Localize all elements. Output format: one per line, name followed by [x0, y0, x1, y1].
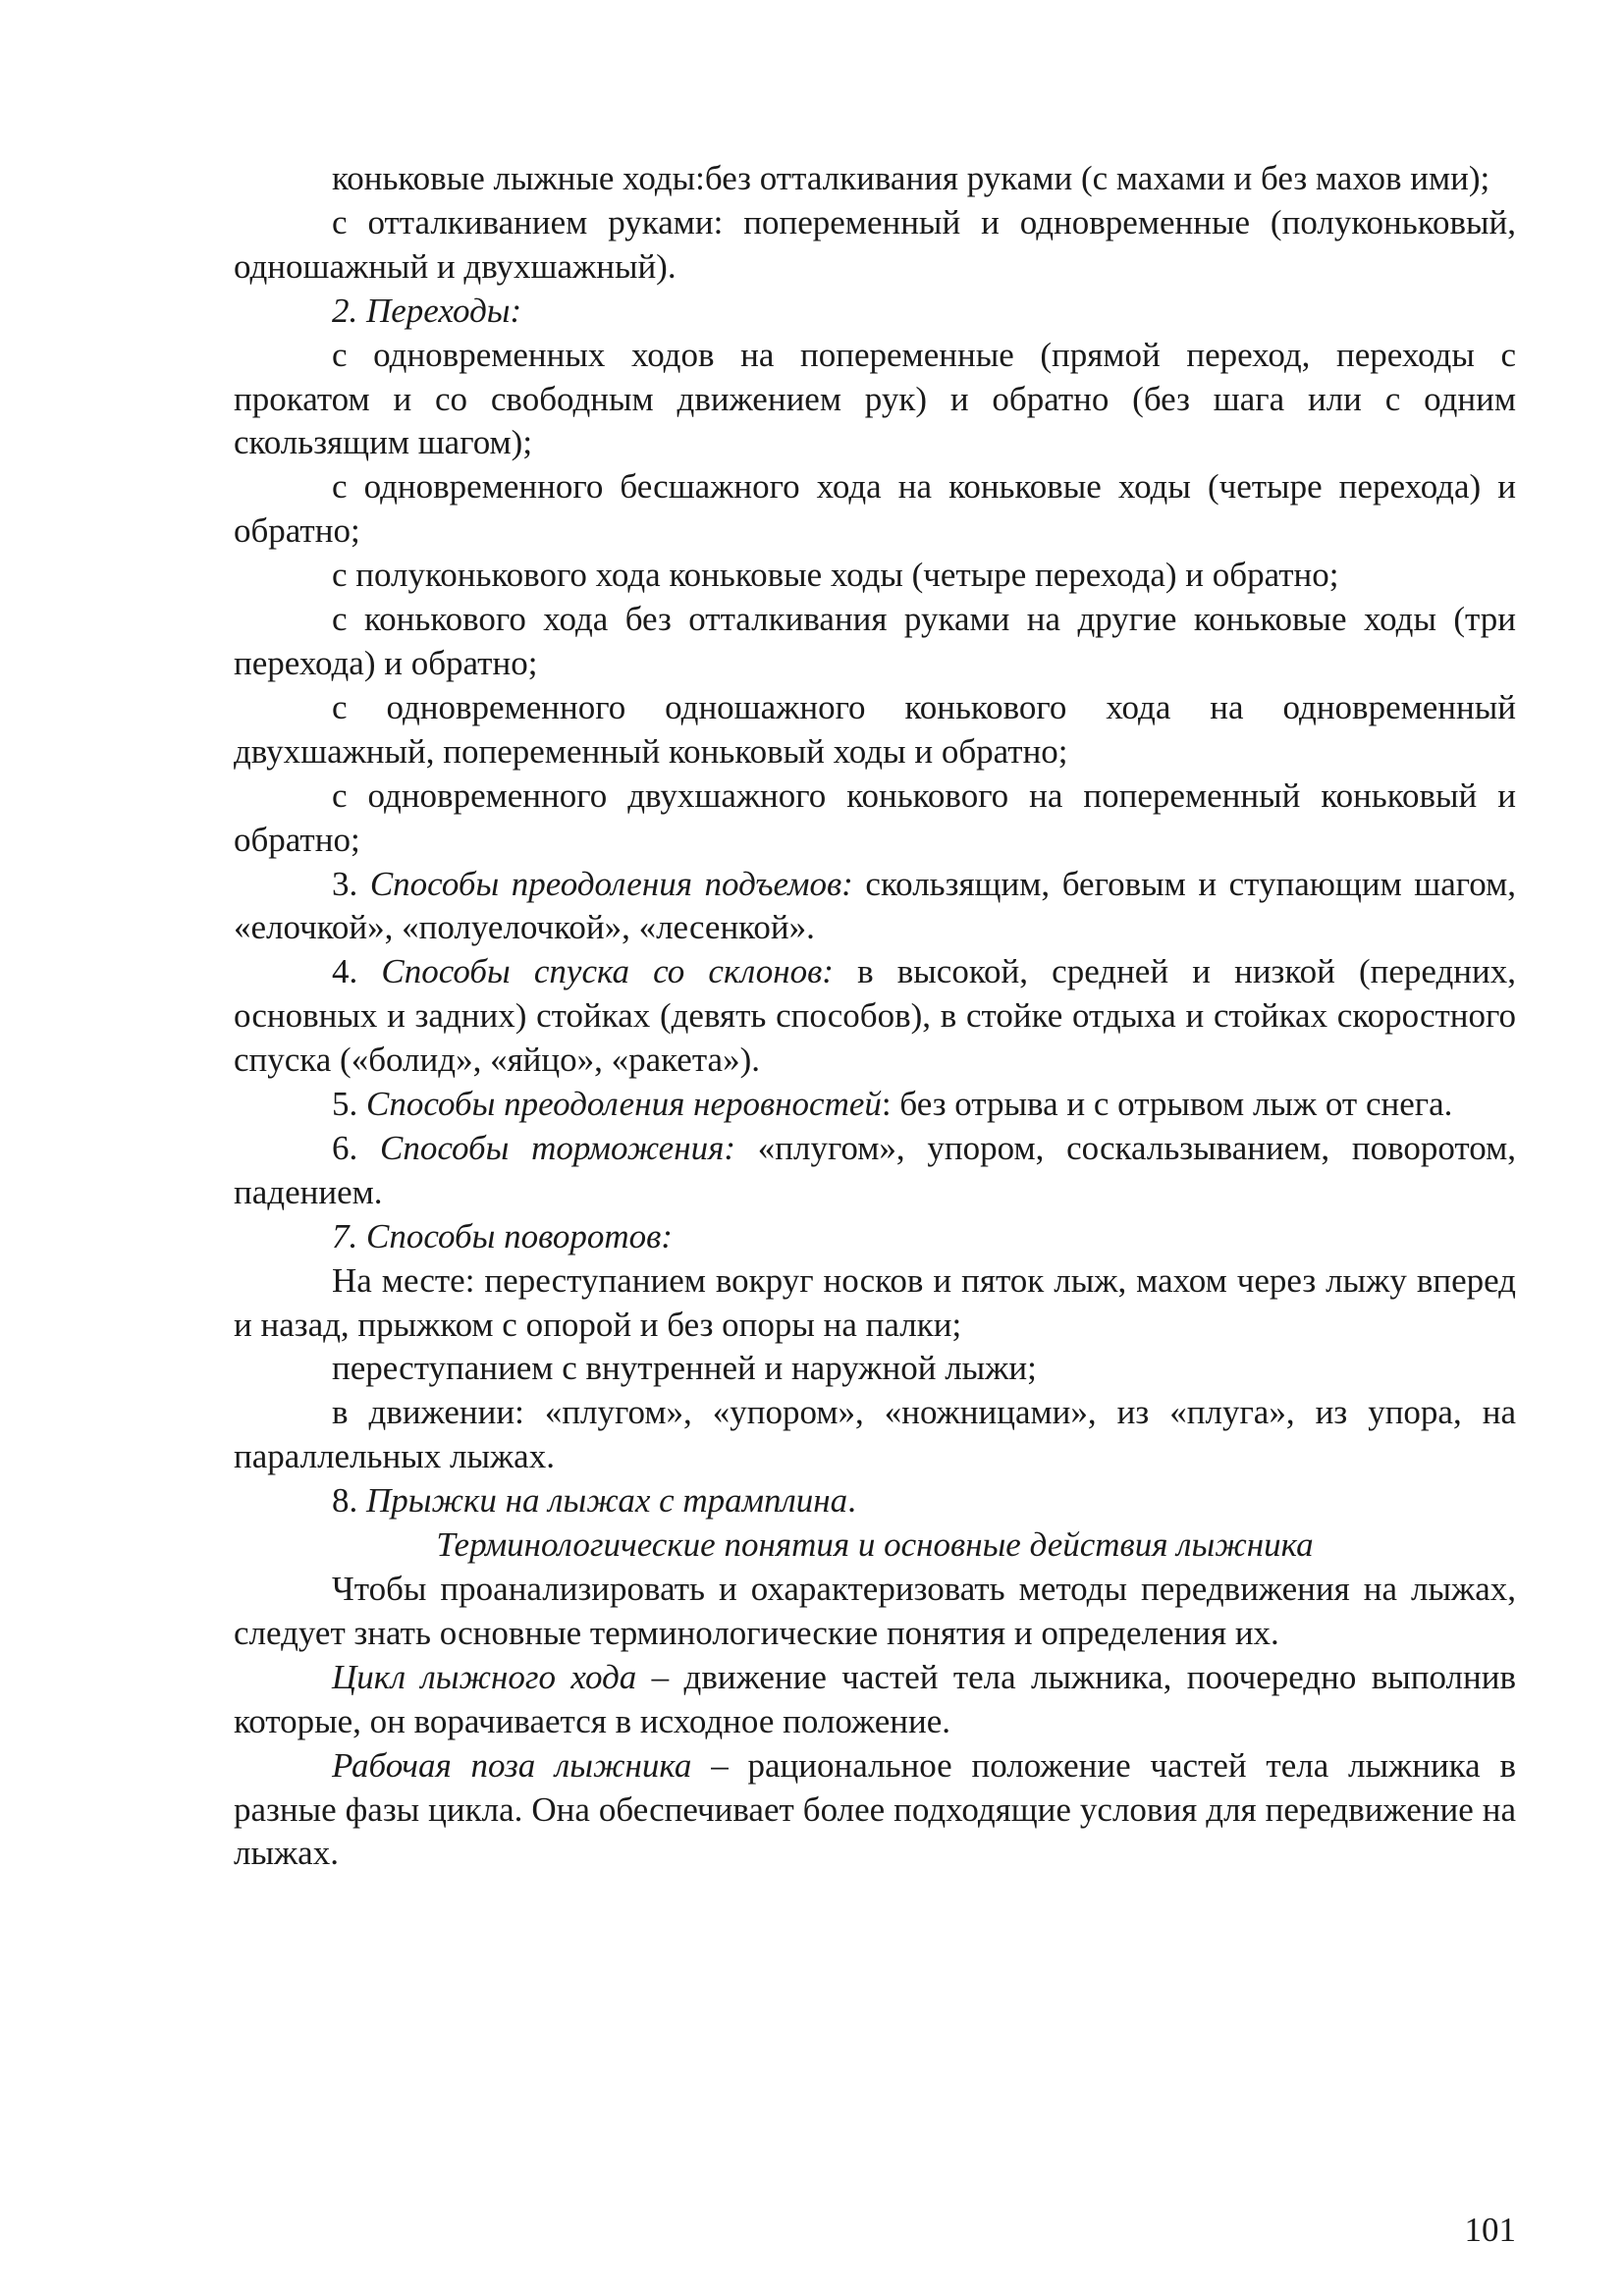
paragraph: Цикл лыжного хода – движение частей тела лыжника, поочередно выполнив которые, он ворачивается в исходное положение. [234, 1657, 1516, 1740]
paragraph: с одновременного одношажного конькового хода на одновременный двухшажный, попеременный коньковый ходы и обратно; [234, 687, 1516, 771]
paragraph: с отталкиванием руками: попеременный и одновременные (полуконьковый, одношажный и двухшажный). [234, 202, 1516, 286]
section-heading: Терминологические понятия и основные действия лыжника [436, 1525, 1314, 1565]
paragraph: 4. Способы спуска со склонов: в высокой, средней и низкой (передних, основных и задних) стойках (девять способов), в стойке отдыха и стойках скоростного спуска («болид», «яйцо», «ракета»). [234, 952, 1516, 1080]
paragraph: 8. Прыжки на лыжах с трамплина. [332, 1481, 856, 1521]
paragraph: с конькового хода без отталкивания руками на другие коньковые ходы (три перехода) и обратно; [234, 600, 1516, 682]
paragraph: Рабочая поза лыжника – рациональное положение частей тела лыжника в разные фазы цикла. Она обеспечивает более подходящие условия для передвижение на лыжах. [234, 1745, 1517, 1873]
page-body [234, 157, 1516, 1876]
paragraph: переступанием с внутренней и наружной лыжи; [332, 1349, 1037, 1388]
paragraph: коньковые лыжные ходы:без отталкивания руками (с махами и без махов ими); [332, 159, 1490, 197]
paragraph: в движении: «плугом», «упором», «ножницами», из «плуга», из упора, на параллельных лыжах. [234, 1393, 1516, 1476]
paragraph-heading: 2. Переходы: [332, 291, 522, 330]
paragraph: с одновременного бесшажного хода на коньковые ходы (четыре перехода) и обратно; [234, 467, 1516, 551]
paragraph: с полуконькового хода коньковые ходы (четыре перехода) и обратно; [332, 556, 1339, 595]
paragraph: 6. Способы торможения: «плугом», упором, соскальзыванием, поворотом, падением. [234, 1128, 1516, 1211]
paragraph: с одновременного двухшажного конькового на попеременный коньковый и обратно; [234, 775, 1516, 859]
paragraph-heading: 7. Способы поворотов: [332, 1216, 673, 1255]
paragraph: Чтобы проанализировать и охарактеризовать методы передвижения на лыжах, следует знать основные терминологические понятия и определения их. [234, 1570, 1516, 1652]
paragraph: На месте: переступанием вокруг носков и пяток лыж, махом через лыжу вперед и назад, прыжком с опорой и без опоры на палки; [234, 1260, 1516, 1344]
paragraph: 3. Способы преодоления подъемов: скользящим, беговым и ступающим шагом, «елочкой», «полуелочкой», «лесенкой». [234, 864, 1516, 947]
paragraph: с одновременных ходов на попеременные (прямой переход, переходы с прокатом и со свободным движением рук) и обратно (без шага или с одним скользящим шагом); [234, 335, 1516, 462]
paragraph: 5. Способы преодоления неровностей: без отрыва и с отрывом лыж от снега. [332, 1085, 1453, 1124]
page-number: 101 [1464, 2211, 1516, 2249]
